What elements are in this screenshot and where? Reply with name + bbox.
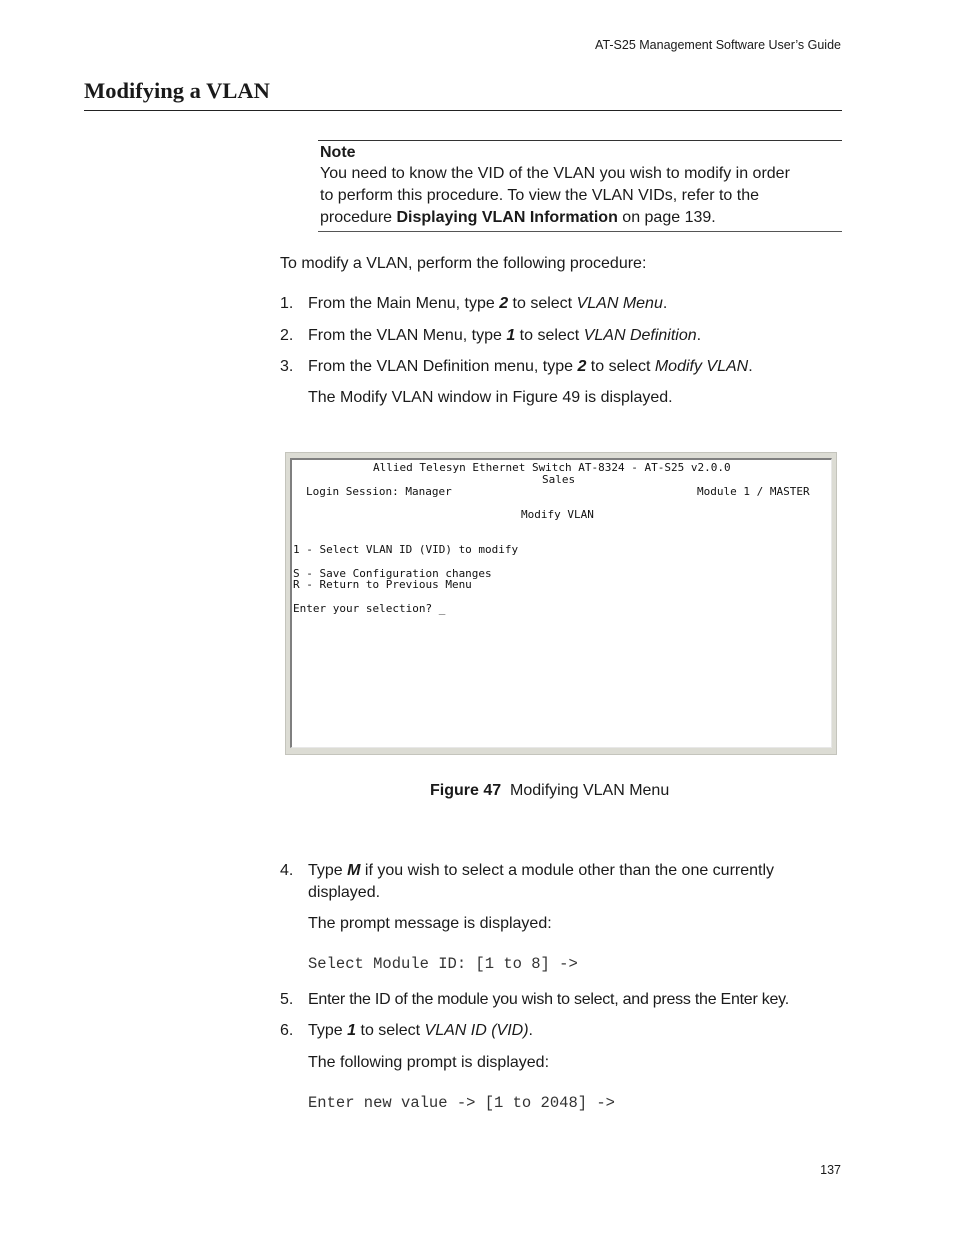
step-5-number: 5.	[280, 991, 294, 1008]
step-4-text	[308, 860, 842, 904]
figure-caption-text: Modifying VLAN Menu	[510, 782, 670, 799]
note-title: Note	[320, 144, 356, 161]
step-2-number: 2.	[280, 327, 294, 344]
note-line-2: to perform this procedure. To view the VLAN VIDs, refer to the	[320, 187, 760, 204]
step-3-followup: The Modify VLAN window in Figure 49 is displayed.	[308, 389, 673, 406]
step-1-pre: From the Main Menu, type	[308, 295, 500, 312]
step-2-mid: to select	[515, 327, 584, 344]
step-6-followup: The following prompt is displayed:	[308, 1054, 550, 1071]
figure-caption	[430, 780, 669, 802]
step-3-mid: to select	[586, 358, 655, 375]
step-6-code: Enter new value -> [1 to 2048] ->	[308, 1094, 615, 1112]
step-1-end: .	[662, 295, 668, 312]
terminal-menu-title: Modify VLAN	[521, 508, 594, 521]
step-2-pre: From the VLAN Menu, type	[308, 327, 507, 344]
step-3-number: 3.	[280, 358, 294, 375]
step-3-pre: From the VLAN Definition menu, type	[308, 358, 578, 375]
note-line-3-prefix: procedure	[320, 209, 397, 226]
note-box	[318, 140, 842, 232]
step-4-number: 4.	[280, 862, 294, 879]
title-rule	[84, 110, 842, 111]
step-6-text	[308, 1020, 533, 1042]
step-2-end: .	[696, 327, 702, 344]
step-4-key: M	[347, 862, 361, 879]
step-4-followup: The prompt message is displayed:	[308, 915, 552, 932]
step-1-key: 2	[499, 295, 509, 312]
section-title: Modifying a VLAN	[84, 78, 270, 103]
terminal-login-session: Login Session: Manager	[306, 485, 452, 498]
step-6-mid: to select	[356, 1022, 425, 1039]
page-number: 137	[820, 1163, 841, 1177]
step-3-text	[308, 356, 753, 378]
terminal-option-save: S - Save Configuration changes	[293, 567, 492, 580]
terminal-screen	[290, 458, 832, 748]
step-1-number: 1.	[280, 295, 294, 312]
step-3-key: 2	[577, 358, 587, 375]
note-line-3	[320, 207, 840, 229]
step-6-end: .	[528, 1022, 533, 1039]
step-3-target: Modify VLAN	[654, 358, 749, 375]
intro-paragraph: To modify a VLAN, perform the following procedure:	[280, 255, 647, 272]
running-header: AT-S25 Management Software User’s Guide	[595, 38, 841, 52]
terminal-module: Module 1 / MASTER	[697, 485, 810, 498]
terminal-screenshot	[285, 452, 837, 755]
terminal-system-name: Sales	[542, 473, 576, 486]
note-line-3-suffix: on page 139.	[617, 209, 716, 226]
step-4-pre: Type	[308, 862, 348, 879]
step-4-line-2: displayed.	[308, 884, 381, 901]
step-2-target: VLAN Definition	[583, 327, 697, 344]
step-1-target: VLAN Menu	[576, 295, 663, 312]
step-4-mid: if you wish to select a module other than the one currently	[360, 862, 775, 879]
step-6-target: VLAN ID (VID)	[424, 1022, 529, 1039]
step-6-number: 6.	[280, 1022, 294, 1039]
terminal-prompt: Enter your selection? _	[293, 602, 446, 615]
step-4-code: Select Module ID: [1 to 8] ->	[308, 955, 578, 973]
note-link-displaying-vlan-info: Displaying VLAN Information	[396, 209, 618, 226]
terminal-option-select-vid: 1 - Select VLAN ID (VID) to modify	[293, 543, 519, 556]
note-line-1: You need to know the VID of the VLAN you wish to modify in order	[320, 165, 790, 182]
step-1-mid: to select	[508, 295, 577, 312]
terminal-option-return: R - Return to Previous Menu	[293, 578, 472, 591]
step-6-key: 1	[347, 1022, 357, 1039]
step-5-text: Enter the ID of the module you wish to select, and press the Enter key.	[308, 991, 789, 1008]
note-body	[320, 163, 840, 229]
step-1-text	[308, 293, 667, 315]
step-2-key: 1	[506, 327, 516, 344]
step-3-end: .	[748, 358, 753, 375]
step-2-text	[308, 325, 701, 347]
terminal-banner: Allied Telesyn Ethernet Switch AT-8324 - AT-S25 v2.0.0	[373, 461, 731, 474]
step-6-pre: Type	[308, 1022, 348, 1039]
figure-label: Figure 47	[430, 782, 502, 799]
